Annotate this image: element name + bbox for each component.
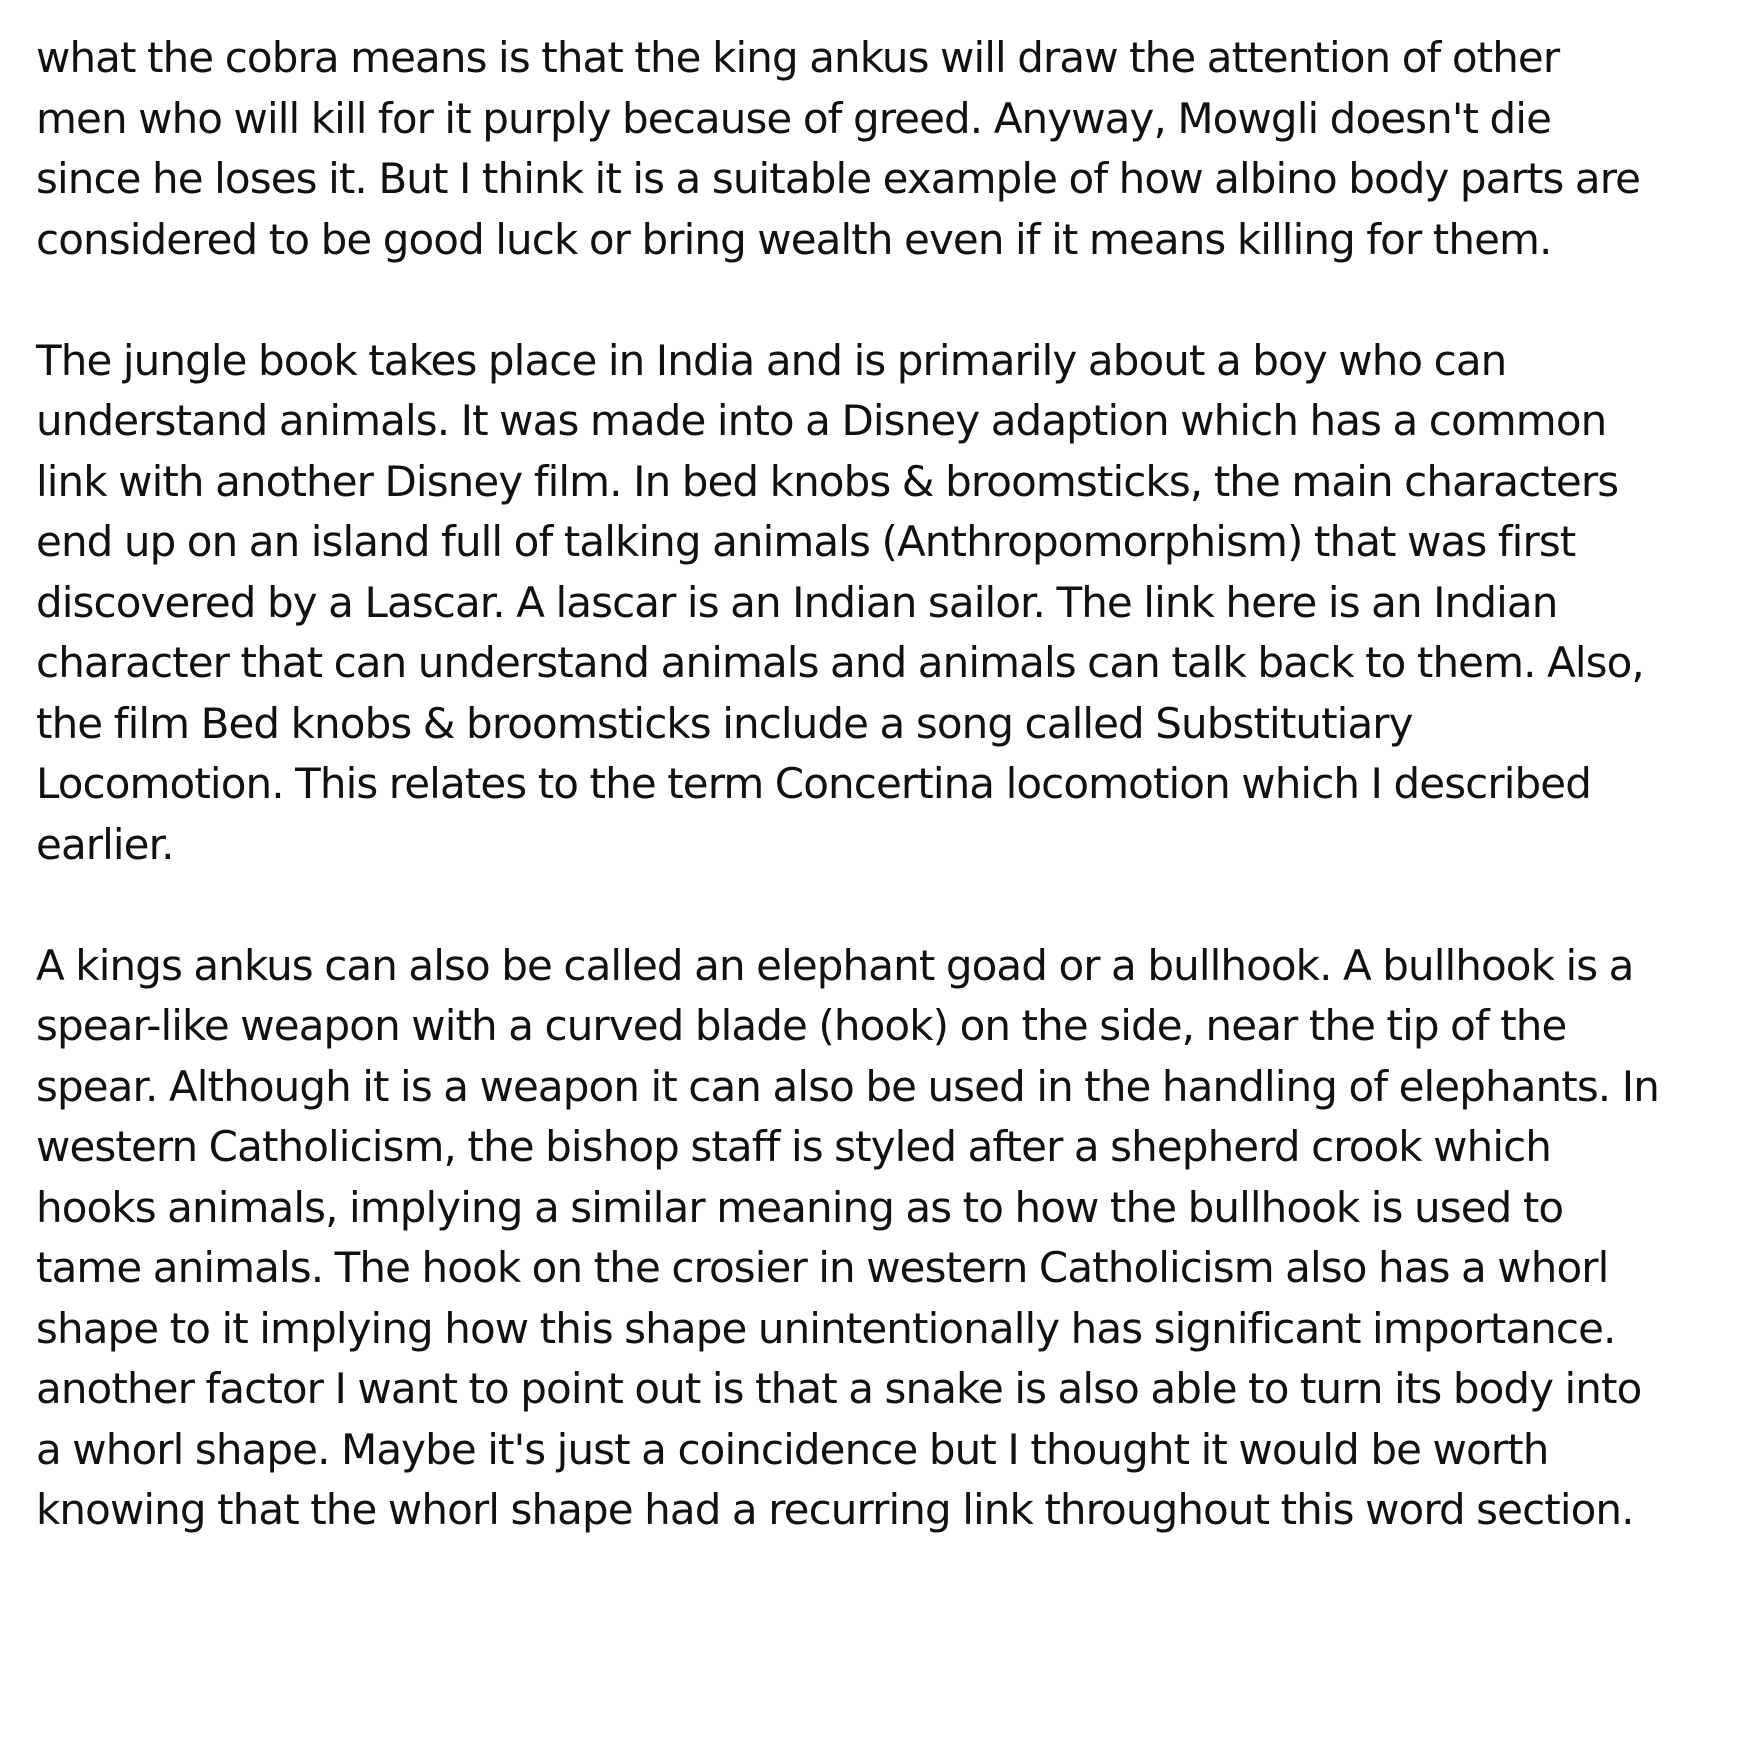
text-line: spear. Although it is a weapon it can also be used in the handling of elephants. In bbox=[36, 1061, 1659, 1111]
text-line: the film Bed knobs & broomsticks include a song called Substitutiary bbox=[36, 698, 1413, 748]
paragraph-3 bbox=[36, 936, 1726, 1541]
document-body bbox=[36, 28, 1726, 1541]
text-line: The jungle book takes place in India and is primarily about a boy who can bbox=[36, 335, 1507, 385]
text-line: men who will kill for it purply because of greed. Anyway, Mowgli doesn't die bbox=[36, 93, 1552, 143]
paragraph-2 bbox=[36, 331, 1726, 876]
text-line: western Catholicism, the bishop staff is styled after a shepherd crook which bbox=[36, 1122, 1552, 1171]
text-line: a whorl shape. Maybe it's just a coincidence but I thought it would be worth bbox=[36, 1424, 1549, 1474]
text-line: end up on an island full of talking animals (Anthropomorphism) that was first bbox=[36, 517, 1576, 566]
text-line: earlier. bbox=[36, 819, 174, 869]
text-line: since he loses it. But I think it is a suitable example of how albino body parts are bbox=[36, 154, 1641, 203]
paragraph-gap bbox=[36, 270, 1726, 331]
text-line: spear-like weapon with a curved blade (hook) on the side, near the tip of the bbox=[36, 1001, 1567, 1050]
text-line: Locomotion. This relates to the term Concertina locomotion which I described bbox=[36, 759, 1591, 808]
text-line: what the cobra means is that the king ankus will draw the attention of other bbox=[36, 33, 1560, 82]
text-line: hooks animals, implying a similar meaning as to how the bullhook is used to bbox=[36, 1182, 1564, 1232]
text-line: knowing that the whorl shape had a recurring link throughout this word section. bbox=[36, 1485, 1634, 1534]
text-line: shape to it implying how this shape unintentionally has significant importance. bbox=[36, 1303, 1616, 1353]
paragraph-1 bbox=[36, 28, 1726, 270]
text-line: character that can understand animals and animals can talk back to them. Also, bbox=[36, 638, 1644, 687]
text-line: link with another Disney film. In bed knobs & broomsticks, the main characters bbox=[36, 456, 1619, 506]
text-line: A kings ankus can also be called an elephant goad or a bullhook. A bullhook is a bbox=[36, 940, 1634, 990]
paragraph-gap bbox=[36, 875, 1726, 936]
text-line: considered to be good luck or bring wealth even if it means killing for them. bbox=[36, 214, 1552, 264]
text-line: another factor I want to point out is that a snake is also able to turn its body into bbox=[36, 1364, 1642, 1413]
text-line: understand animals. It was made into a Disney adaption which has a common bbox=[36, 396, 1607, 445]
text-line: discovered by a Lascar. A lascar is an Indian sailor. The link here is an Indian bbox=[36, 577, 1558, 627]
text-line: tame animals. The hook on the crosier in western Catholicism also has a whorl bbox=[36, 1243, 1609, 1292]
